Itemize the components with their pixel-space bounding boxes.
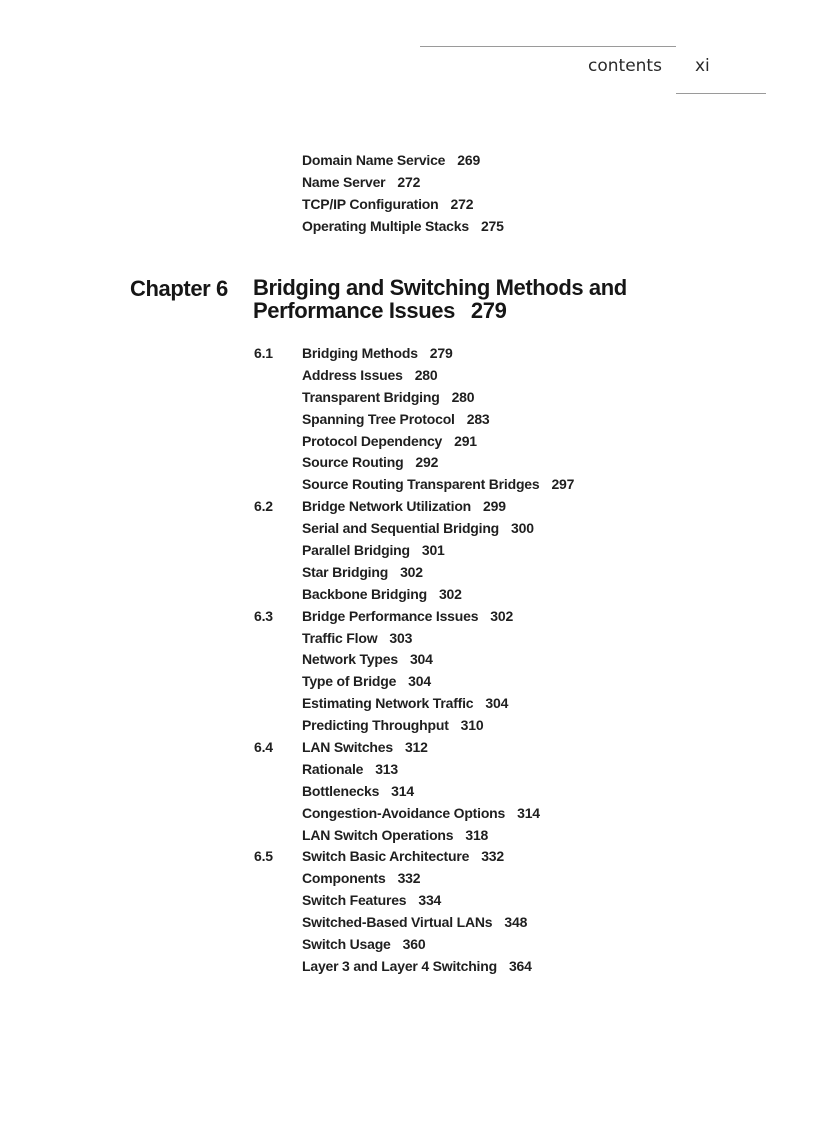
toc-entry-page: 279 [429,345,453,361]
toc-entry-title: Name Server [302,173,386,190]
toc-entry-title: TCP/IP Configuration [302,195,439,212]
toc-entry-page: 269 [457,152,481,168]
subsection-entry [254,890,574,912]
toc-entry-page: 302 [400,563,423,580]
toc-entry-page: 297 [551,476,575,493]
toc-entry-page: 299 [483,498,506,515]
toc-entry-title: Spanning Tree Protocol [302,410,455,427]
section-entry [254,496,574,518]
toc-entry-page: 302 [490,607,514,624]
toc-entry-title: Switch Usage [302,936,391,953]
section-number: 6.4 [254,739,273,756]
toc-entry-title: Transparent Bridging [302,388,440,405]
toc-entry-page: 348 [504,914,528,931]
subsection-entry [254,365,574,387]
toc-entry-title: Rationale [302,760,364,777]
chapter-title: Bridging and Switching Methods and Performance Issues [253,275,627,323]
section-entry [254,737,574,759]
toc-entry-page: 334 [418,892,442,909]
subsection-entry [254,956,574,978]
previous-chapter-entries [302,150,504,238]
toc-entry-title: Switch Features [302,892,407,909]
toc-entry-title: Bridge Performance Issues [302,607,479,624]
subsection-entry [254,518,574,540]
toc-entry-title: Predicting Throughput [302,717,449,734]
header-rule-top [420,46,676,47]
toc-entry-title: LAN Switches [302,739,393,756]
toc-entry-title: Congestion-Avoidance Options [302,804,506,821]
toc-entry-page: 272 [397,173,421,190]
toc-entry-page: 300 [511,520,534,537]
subsection-entry [254,759,574,781]
running-head-title: contents [588,56,662,76]
chapter-heading [253,276,723,322]
toc-entry-title: Switched-Based Virtual LANs [302,914,493,931]
toc-entry-title: Bottlenecks [302,782,380,799]
toc-entry [302,194,504,216]
toc-entry-page: 318 [465,826,489,843]
toc-entry-page: 312 [404,739,428,756]
toc-entry-page: 275 [480,217,504,234]
toc-entry [302,150,504,172]
toc-entry-title: Serial and Sequential Bridging [302,520,500,537]
subsection-entry [254,781,574,803]
chapter-label: Chapter 6 [130,276,228,301]
chapter-6-entries [254,343,574,978]
section-number: 6.5 [254,848,273,865]
toc-entry-title: Domain Name Service [302,152,446,168]
subsection-entry [254,934,574,956]
toc-entry [302,216,504,238]
toc-entry-title: Type of Bridge [302,673,397,690]
toc-entry-title: Estimating Network Traffic [302,695,474,712]
toc-entry-title: Network Types [302,651,398,668]
subsection-entry [254,409,574,431]
toc-entry-title: Protocol Dependency [302,432,443,449]
toc-entry-title: Bridging Methods [302,345,418,361]
subsection-entry [254,825,574,847]
toc-entry-page: 332 [397,870,421,887]
toc-entry-page: 314 [517,804,540,821]
toc-entry-title: Source Routing Transparent Bridges [302,476,540,493]
toc-entry-title: Parallel Bridging [302,542,410,559]
section-entry [254,606,574,628]
subsection-entry [254,540,574,562]
toc-entry-page: 303 [389,629,413,646]
toc-entry-page: 313 [375,760,398,777]
toc-entry-page: 283 [466,410,490,427]
subsection-entry [254,693,574,715]
toc-entry-title: Source Routing [302,454,404,471]
running-head-page-number: xi [695,56,710,76]
section-entry [254,846,574,868]
toc-entry [302,172,504,194]
subsection-entry [254,431,574,453]
subsection-entry [254,387,574,409]
toc-entry-title: Address Issues [302,366,403,383]
toc-entry-page: 292 [415,454,439,471]
toc-entry-page: 314 [391,782,414,799]
toc-entry-title: Bridge Network Utilization [302,498,472,515]
subsection-entry [254,562,574,584]
toc-entry-page: 360 [402,936,426,953]
toc-entry-page: 304 [409,651,433,668]
toc-entry-page: 302 [438,585,462,602]
toc-entry-title: Operating Multiple Stacks [302,217,469,234]
subsection-entry [254,649,574,671]
section-number: 6.1 [254,345,273,361]
toc-entry-page: 291 [454,432,477,449]
section-number: 6.3 [254,607,273,624]
toc-entry-title: LAN Switch Operations [302,826,454,843]
toc-entry-title: Backbone Bridging [302,585,427,602]
toc-entry-page: 272 [450,195,474,212]
subsection-entry [254,671,574,693]
toc-entry-title: Layer 3 and Layer 4 Switching [302,957,497,974]
chapter-page: 279 [470,298,507,323]
subsection-entry [254,868,574,890]
toc-entry-title: Traffic Flow [302,629,378,646]
toc-entry-title: Components [302,870,386,887]
toc-entry-page: 332 [481,848,504,865]
toc-entry-page: 280 [451,388,475,405]
subsection-entry [254,803,574,825]
toc-entry-page: 304 [408,673,431,690]
toc-entry-title: Star Bridging [302,563,389,580]
section-entry [254,343,574,365]
toc-entry-page: 280 [414,366,438,383]
subsection-entry [254,912,574,934]
subsection-entry [254,715,574,737]
running-head [0,56,816,78]
subsection-entry [254,584,574,606]
toc-entry-page: 301 [421,542,445,559]
subsection-entry [254,452,574,474]
toc-entry-page: 304 [485,695,509,712]
subsection-entry [254,628,574,650]
toc-entry-page: 310 [460,717,484,734]
subsection-entry [254,474,574,496]
header-rule-bottom [676,93,766,94]
toc-entry-page: 364 [508,957,532,974]
toc-entry-title: Switch Basic Architecture [302,848,470,865]
section-number: 6.2 [254,498,273,515]
